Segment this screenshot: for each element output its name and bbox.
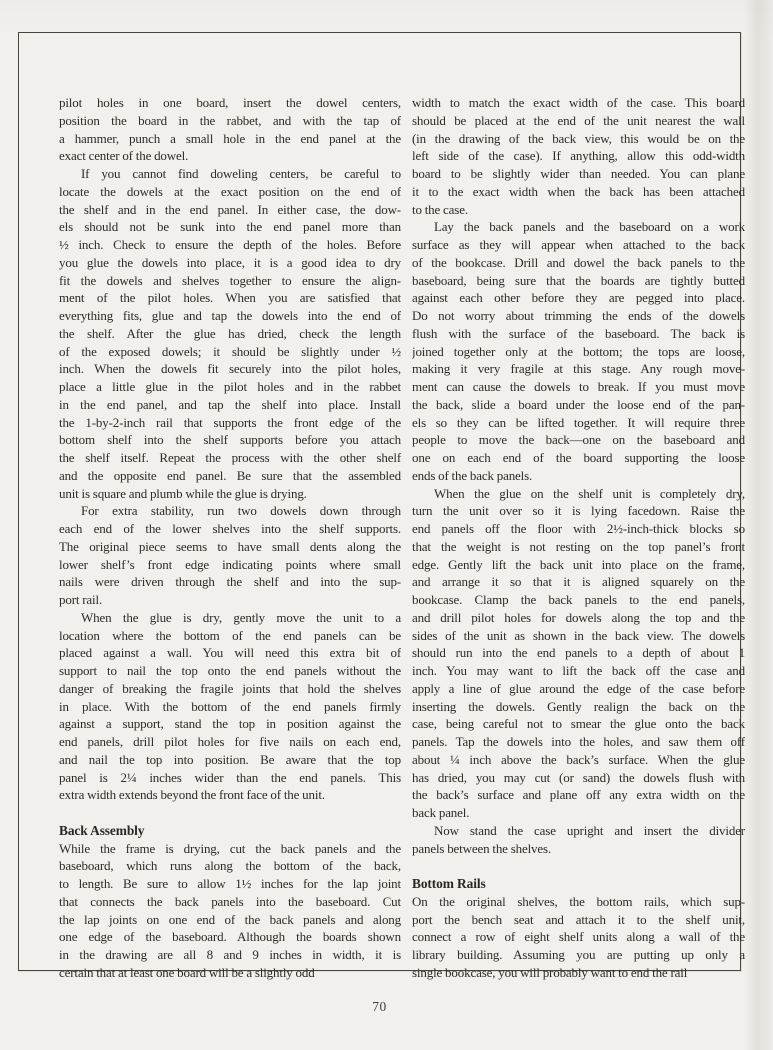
- text-line: to the case.: [412, 201, 468, 217]
- page-number: 70: [372, 999, 387, 1014]
- text-line: panel is 2¼ inches wider than the end panels. This: [59, 769, 401, 785]
- section-heading: Bottom Rails: [412, 876, 486, 891]
- text-line: Do not worry about trimming the ends of the dowels: [412, 308, 745, 323]
- text-line: support to nail the top onto the end panels without the: [59, 663, 401, 678]
- text-line: people to move the back—one on the baseboard and: [412, 432, 745, 448]
- text-line: Lay the back panels and the baseboard on a work: [434, 219, 745, 235]
- text-line: nails were driven through the shelf and into the sup-: [59, 574, 401, 590]
- text-line: back panel.: [412, 805, 470, 820]
- text-line: While the frame is drying, cut the back panels and the: [59, 840, 401, 856]
- text-line: against each other before they are pegged into place.: [412, 290, 745, 306]
- text-line: turn the unit over so it is lying facedown. Raise the: [412, 503, 745, 519]
- text-line: unit is square and plumb while the glue is drying.: [59, 485, 307, 501]
- text-line: The original piece seems to have small dents along the: [59, 538, 401, 554]
- text-line: board to be slightly wider than needed. You can plane: [412, 166, 745, 181]
- text-line: inserting the dowels. Gently realign the back on the: [412, 698, 745, 714]
- text-line: els should not be sunk into the end panel more than: [59, 219, 401, 235]
- text-line: should run into the end panels to a depth of about 1: [412, 645, 745, 661]
- text-line: ends of the back panels.: [412, 467, 533, 483]
- text-line: fit the dowels and shelves together to ensure the align-: [59, 272, 401, 288]
- text-line: ½ inch. Check to ensure the depth of the holes. Before: [59, 237, 401, 252]
- text-line: and nail the top into position. Be aware that the top: [59, 751, 401, 767]
- text-line: and arrange it so that it is aligned squarely on the: [412, 574, 745, 590]
- text-column-right: [412, 94, 745, 982]
- text-line: placed against a wall. You will need this extra bit of: [59, 645, 401, 661]
- text-line: Now stand the case upright and insert the divider: [434, 822, 745, 838]
- page-border-frame: [18, 32, 745, 980]
- text-line: location where the bottom of the end panels can be: [59, 627, 401, 643]
- text-line: end panels off the floor with 2½-inch-thick blocks so: [412, 521, 745, 536]
- text-line: surface as they will appear when attached to the back: [412, 237, 745, 252]
- text-line: and the opposite end panel. Be sure that the assembled: [59, 467, 401, 483]
- text-line: When the glue is dry, gently move the unit to a: [81, 609, 401, 625]
- text-line: flush with the surface of the baseboard. The back is: [412, 325, 745, 341]
- text-line: to length. Be sure to allow 1½ inches for the lap joint: [59, 876, 401, 891]
- text-line: inch. You may want to lift the back off the case and: [412, 663, 745, 678]
- text-line: the shelf. After the glue has dried, check the length: [59, 325, 401, 341]
- text-line: apply a line of glue around the edge of the case before: [412, 680, 745, 696]
- text-line: the back, slide a board under the loose end of the pan-: [412, 396, 745, 412]
- text-line: width to match the exact width of the case. This board: [412, 95, 745, 110]
- text-line: pilot holes in one board, insert the dowel centers,: [59, 95, 401, 110]
- text-column-left: [59, 94, 401, 982]
- text-line: you glue the dowels into place, it is a good idea to dry: [59, 254, 401, 270]
- text-line: panels. Tap the dowels into the holes, and saw them off: [412, 734, 745, 749]
- text-line: els so they can be lifted together. It will require three: [412, 414, 745, 430]
- text-line: of the bookcase. Drill and dowel the back panels to the: [412, 254, 745, 270]
- text-line: single bookcase, you will probably want to end the rail: [412, 964, 688, 980]
- text-line: each end of the lower shelves into the shelf supports.: [59, 521, 401, 536]
- text-line: locate the dowels at the exact position on the end of: [59, 183, 401, 199]
- text-line: extra width extends beyond the front face of the unit.: [59, 787, 325, 803]
- text-line: place a little glue in the pilot holes and in the rabbet: [59, 379, 401, 394]
- text-line: On the original shelves, the bottom rails, which sup-: [412, 893, 745, 909]
- text-line: of the exposed dowels; it should be slightly under ½: [59, 343, 401, 359]
- text-line: exact center of the dowel.: [59, 148, 189, 164]
- text-line: baseboard, being sure that the boards are tightly butted: [412, 272, 745, 288]
- text-line: making it very fragile at this stage. Any rough move-: [412, 361, 745, 377]
- text-line: everything fits, glue and tap the dowels into the end of: [59, 308, 401, 323]
- text-line: position the board in the rabbet, and with the tap of: [59, 112, 401, 128]
- text-line: lower shelf’s front edge indicating points where small: [59, 556, 401, 572]
- text-line: If you cannot find doweling centers, be careful to: [81, 166, 401, 181]
- text-line: ment of the pilot holes. When you are satisfied that: [59, 290, 401, 306]
- text-line: (in the drawing of the back view, this would be on the: [412, 130, 745, 146]
- text-line: in place. With the bottom of the end panels firmly: [59, 698, 401, 714]
- text-line: the shelf itself. Repeat the process with the other shelf: [59, 450, 401, 465]
- text-line: should be placed at the end of the unit nearest the wall: [412, 112, 745, 128]
- text-line: connect a row of eight shelf units along a wall of the: [412, 929, 745, 945]
- text-line: edge. Gently lift the back unit into place on the frame,: [412, 556, 745, 572]
- text-line: left side of the case). If anything, allow this odd-width: [412, 148, 745, 164]
- text-line: that connects the back panels into the baseboard. Cut: [59, 893, 401, 909]
- text-line: port the bench seat and attach it to the shelf unit,: [412, 911, 745, 927]
- text-line: ment can cause the dowels to break. If you must move: [412, 379, 745, 394]
- text-line: the back’s surface and plane off any extra width on the: [412, 787, 745, 803]
- section-heading: Back Assembly: [59, 822, 145, 838]
- text-line: bookcase. Clamp the back panels to the end panels,: [412, 592, 745, 607]
- text-line: and drill pilot holes for dowels along the top and the: [412, 609, 745, 625]
- text-line: in the end panel, and tap the shelf into place. Install: [59, 396, 401, 412]
- text-line: one edge of the baseboard. Although the boards shown: [59, 929, 401, 945]
- text-line: For extra stability, run two dowels down through: [81, 503, 401, 519]
- text-line: inch. When the dowels fit securely into the pilot holes,: [59, 361, 401, 377]
- text-line: in the drawing are all 8 and 9 inches in width, it is: [59, 947, 401, 962]
- text-line: one on each end of the board supporting the loose: [412, 450, 745, 465]
- text-line: certain that at least one board will be a slightly odd: [59, 964, 315, 980]
- text-line: joined together only at the bottom; the tops are loose,: [412, 343, 745, 359]
- text-line: library building. Assuming you are putting up only a: [412, 947, 745, 962]
- text-line: baseboard, which runs along the bottom of the back,: [59, 858, 401, 874]
- text-line: port rail.: [59, 592, 103, 607]
- text-line: end panels, drill pilot holes for five nails on each end,: [59, 734, 401, 749]
- text-line: the lap joints on one end of the back panels and along: [59, 911, 401, 927]
- text-line: When the glue on the shelf unit is completely dry,: [434, 485, 745, 501]
- text-line: a hammer, punch a small hole in the end panel at the: [59, 130, 401, 146]
- text-line: about ¼ inch above the back’s surface. When the glue: [412, 751, 745, 767]
- text-line: the shelf and in the end panel. In either case, the dow-: [59, 201, 401, 217]
- text-line: danger of breaking the fragile joints that hold the shelves: [59, 680, 401, 696]
- text-line: sides of the unit as shown in the back view. The dowels: [412, 627, 745, 643]
- text-line: against a support, stand the top in position against the: [59, 716, 401, 732]
- text-line: panels between the shelves.: [412, 840, 552, 856]
- text-line: it to the exact width when the back has been attached: [412, 183, 745, 199]
- text-line: has dried, you may cut (or sand) the dowels flush with: [412, 769, 745, 785]
- text-line: that the weight is not resting on the top panel’s front: [412, 538, 745, 554]
- text-line: case, being careful not to smear the glue onto the back: [412, 716, 745, 732]
- text-line: bottom shelf into the shelf supports before you attach: [59, 432, 401, 448]
- text-line: the 1-by-2-inch rail that supports the front edge of the: [59, 414, 401, 430]
